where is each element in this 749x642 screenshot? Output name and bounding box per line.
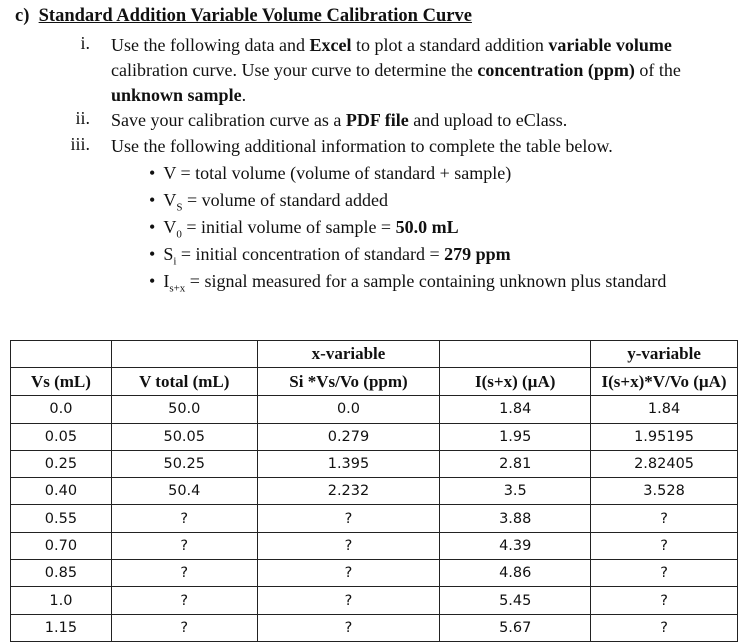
table-cell: 2.82405 <box>591 450 738 477</box>
text-bold: unknown sample <box>111 85 242 105</box>
step-3-number: iii. <box>70 134 90 154</box>
step-3-text <box>111 134 731 159</box>
symbol: I <box>163 271 170 291</box>
table-row <box>11 560 738 587</box>
table-row <box>11 587 738 614</box>
definitions-list <box>149 160 749 295</box>
table-row <box>11 423 738 450</box>
column-header: Vs (mL) <box>11 368 112 396</box>
text-run: and upload to eClass. <box>408 110 568 130</box>
table-cell: 2.232 <box>257 478 440 505</box>
table-cell: 0.55 <box>11 505 112 532</box>
table-cell: ? <box>591 614 738 641</box>
table-cell: 0.70 <box>11 532 112 559</box>
group-header: y-variable <box>591 341 738 368</box>
table-cell: 5.67 <box>440 614 591 641</box>
text-run: Use the following additional information to complete the table below. <box>111 136 613 156</box>
group-header <box>11 341 112 368</box>
table-cell: 0.0 <box>257 396 440 423</box>
calibration-table <box>10 340 738 642</box>
text-bold: concentration (ppm) <box>477 60 635 80</box>
table-cell: 3.528 <box>591 478 738 505</box>
table-cell: 0.85 <box>11 560 112 587</box>
table-cell: 3.5 <box>440 478 591 505</box>
table-cell: 0.05 <box>11 423 112 450</box>
symbol-sub: s+x <box>169 282 186 295</box>
definition-v <box>149 160 749 187</box>
table-cell: 50.4 <box>111 478 257 505</box>
definition-vs <box>149 187 749 214</box>
column-header: Si *Vs/Vo (ppm) <box>257 368 440 396</box>
table-cell: 1.0 <box>11 587 112 614</box>
table-cell: 3.88 <box>440 505 591 532</box>
table-cell: ? <box>257 505 440 532</box>
table-cell: 50.0 <box>111 396 257 423</box>
symbol-sub: 0 <box>176 228 182 241</box>
table-cell: ? <box>257 560 440 587</box>
table-cell: 1.84 <box>440 396 591 423</box>
table-cell: 1.84 <box>591 396 738 423</box>
table-row <box>11 396 738 423</box>
symbol: S <box>163 244 174 264</box>
definition-text: = volume of standard added <box>186 190 389 210</box>
step-2-number: ii. <box>75 108 90 128</box>
table-cell: 50.05 <box>111 423 257 450</box>
definition-text: = initial volume of sample = <box>181 217 396 237</box>
table-cell: 0.279 <box>257 423 440 450</box>
table-cell: 2.81 <box>440 450 591 477</box>
text-bold: PDF file <box>345 110 409 130</box>
table-cell: ? <box>257 614 440 641</box>
table-cell: ? <box>591 532 738 559</box>
group-header-row <box>11 341 738 368</box>
text-run: Save your calibration curve as a <box>111 110 346 130</box>
section-heading <box>15 6 472 27</box>
text-run: . <box>241 85 247 105</box>
group-header <box>111 341 257 368</box>
table-cell: 1.95 <box>440 423 591 450</box>
table-cell: 4.86 <box>440 560 591 587</box>
table-cell: ? <box>111 587 257 614</box>
column-header-row <box>11 368 738 396</box>
table-cell: 1.15 <box>11 614 112 641</box>
section-title: Standard Addition Variable Volume Calibration Curve <box>38 6 472 26</box>
column-header: V total (mL) <box>111 368 257 396</box>
table-cell: 1.95195 <box>591 423 738 450</box>
step-2-text <box>111 108 731 133</box>
table-cell: 0.40 <box>11 478 112 505</box>
table-cell: ? <box>111 505 257 532</box>
table-cell: 0.25 <box>11 450 112 477</box>
text-run: of the <box>634 60 681 80</box>
table-cell: ? <box>111 532 257 559</box>
table-row <box>11 614 738 641</box>
table-cell: 1.395 <box>257 450 440 477</box>
definition-text: = signal measured for a sample containing unknown plus standard <box>185 271 667 291</box>
table-row <box>11 505 738 532</box>
table-cell: ? <box>111 560 257 587</box>
table-cell: 0.0 <box>11 396 112 423</box>
definition-value: 279 ppm <box>444 244 511 264</box>
symbol-sub: S <box>176 201 183 214</box>
table-cell: ? <box>591 587 738 614</box>
definition-value: 50.0 mL <box>395 217 459 237</box>
definition-si <box>149 241 749 268</box>
group-header: x-variable <box>257 341 440 368</box>
table-row <box>11 532 738 559</box>
table-cell: ? <box>591 505 738 532</box>
table-cell: 4.39 <box>440 532 591 559</box>
definition-text: = initial concentration of standard = <box>176 244 445 264</box>
definition-v0 <box>149 214 749 241</box>
table-row <box>11 450 738 477</box>
text-run: calibration curve. Use your curve to determine the <box>111 60 478 80</box>
table-cell: ? <box>257 532 440 559</box>
group-header <box>440 341 591 368</box>
step-1-number: i. <box>80 33 90 53</box>
symbol: V <box>163 217 177 237</box>
text-bold: Excel <box>309 35 352 55</box>
text-run: to plot a standard addition <box>351 35 549 55</box>
table-cell: 5.45 <box>440 587 591 614</box>
symbol: V <box>163 190 177 210</box>
table-row <box>11 478 738 505</box>
step-1-text <box>111 33 731 108</box>
section-label: c) <box>15 6 30 26</box>
definition-is <box>149 268 749 295</box>
symbol-sub: i <box>173 255 177 268</box>
table-cell: ? <box>591 560 738 587</box>
table-cell: ? <box>257 587 440 614</box>
table-cell: ? <box>111 614 257 641</box>
text-run: Use the following data and <box>111 35 310 55</box>
column-header: I(s+x)*V/Vo (µA) <box>591 368 738 396</box>
table-cell: 50.25 <box>111 450 257 477</box>
definition-text: V = total volume (volume of standard + sample) <box>163 163 512 183</box>
text-bold: variable volume <box>548 35 672 55</box>
column-header: I(s+x) (µA) <box>440 368 591 396</box>
